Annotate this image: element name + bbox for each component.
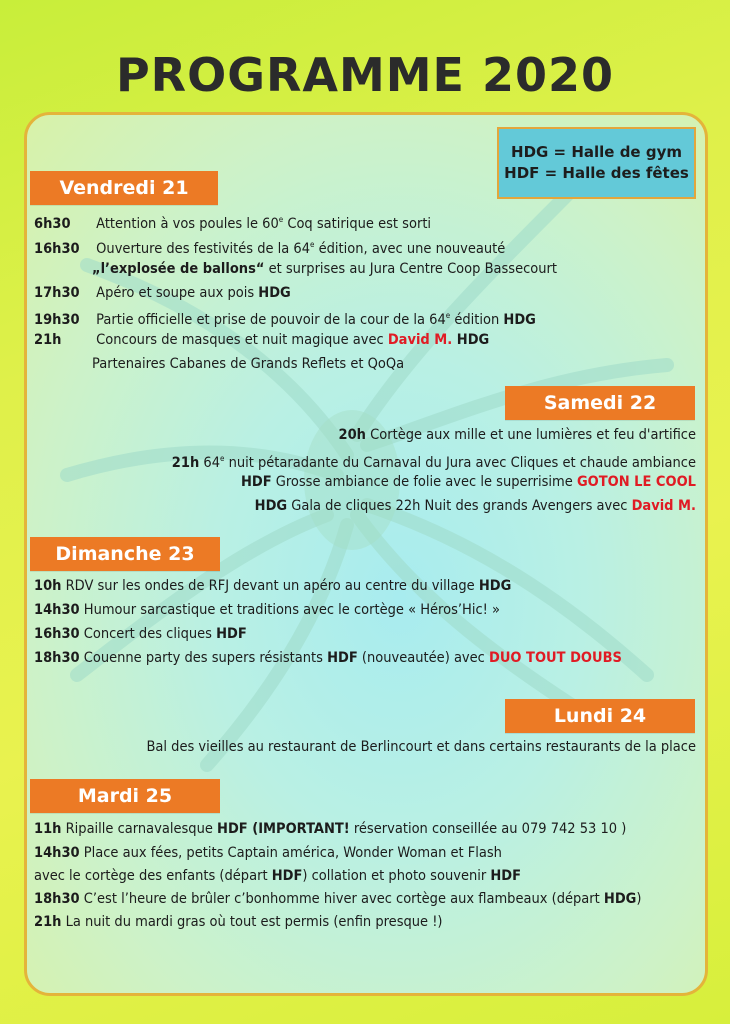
mardi-line-4 <box>34 890 641 908</box>
venue: HDG <box>452 332 490 348</box>
time: 10h <box>34 578 62 594</box>
text: Place aux fées, petits Captain américa, Wonder Woman et Flash <box>79 845 502 861</box>
time: 16h30 <box>34 240 80 257</box>
sup: e <box>310 240 315 249</box>
vendredi-line-5 <box>34 307 536 329</box>
text: ) collation et photo souvenir <box>302 868 491 884</box>
vendredi-line-1 <box>34 211 431 233</box>
legend-hdf: HDF = Halle des fêtes <box>504 164 689 182</box>
vendredi-line-6 <box>34 331 489 349</box>
text: Concours de masques et nuit magique avec <box>96 332 388 348</box>
day-header-samedi: Samedi 22 <box>505 386 695 420</box>
time: 14h30 <box>34 845 80 861</box>
day-header-mardi: Mardi 25 <box>30 779 220 813</box>
samedi-line-2 <box>172 450 696 472</box>
venue: HDF <box>217 821 248 837</box>
text: Apéro et soupe aux pois <box>96 285 259 301</box>
mardi-line-1 <box>34 820 626 838</box>
time: 21h <box>171 454 200 471</box>
time: 17h30 <box>34 285 80 301</box>
artist: DUO TOUT DOUBS <box>489 650 622 666</box>
venue: HDF <box>327 650 358 666</box>
text: RDV sur les ondes de RFJ devant un apéro au centre du village <box>61 578 479 594</box>
time: 18h30 <box>34 891 80 907</box>
page-title: PROGRAMME 2020 <box>115 48 615 102</box>
day-header-lundi: Lundi 24 <box>505 699 695 733</box>
dimanche-line-2 <box>34 601 500 619</box>
venue: HDF <box>216 626 247 642</box>
dimanche-line-4 <box>34 649 622 667</box>
vendredi-line-2 <box>34 236 505 258</box>
day-header-vendredi: Vendredi 21 <box>30 171 218 205</box>
time: 21h <box>34 332 62 348</box>
text: réservation conseillée au 079 742 53 10 ) <box>349 821 627 837</box>
mardi-line-2 <box>34 844 502 862</box>
legend-hdg: HDG = Halle de gym <box>511 143 682 161</box>
venue: HDF <box>271 868 303 884</box>
vendredi-line-4 <box>34 284 291 302</box>
time: 11h <box>34 821 62 837</box>
lundi-line-1: Bal des vieilles au restaurant de Berlincourt et dans certains restaurants de la place <box>146 739 696 755</box>
samedi-line-1 <box>339 426 696 444</box>
samedi-line-4 <box>255 497 696 515</box>
artist: David M. <box>387 332 453 348</box>
venue: HDF <box>240 474 272 490</box>
venue: HDG <box>258 285 291 301</box>
sup: e <box>445 311 451 320</box>
text: Partie officielle et prise de pouvoir de la cour de la 64 <box>96 311 446 328</box>
day-header-dimanche: Dimanche 23 <box>30 537 220 571</box>
text: La nuit du mardi gras où tout est permis (enfin presque !) <box>61 914 443 930</box>
vendredi-line-7: Partenaires Cabanes de Grands Reflets et QoQa <box>92 356 405 372</box>
sup: e <box>278 215 284 224</box>
time: 20h <box>338 427 366 443</box>
artist: David M. <box>631 498 696 514</box>
text: nuit pétaradante du Carnaval du Jura avec Cliques et chaude ambiance <box>224 454 696 471</box>
legend-box <box>497 127 696 199</box>
text: (nouveautée) avec <box>357 650 489 666</box>
text: C’est l’heure de brûler c’bonhomme hiver avec cortège aux flambeaux (départ <box>79 891 604 907</box>
time: 6h30 <box>34 215 71 232</box>
text: Ouverture des festivités de la 64 <box>96 240 311 257</box>
text: Concert des cliques <box>79 626 217 642</box>
highlight: „l’explosée de ballons“ <box>92 261 265 277</box>
venue: HDG <box>603 891 637 907</box>
text: Couenne party des supers résistants <box>79 650 328 666</box>
text: et surprises au Jura Centre Coop Bassecourt <box>264 261 558 277</box>
samedi-line-3 <box>241 473 696 491</box>
vendredi-line-3 <box>92 260 557 278</box>
venue: HDG <box>478 578 512 594</box>
artist: GOTON LE COOL <box>576 474 696 490</box>
text: Coq satirique est sorti <box>283 215 432 232</box>
mardi-line-3 <box>34 867 521 885</box>
venue: HDG <box>503 311 536 328</box>
mardi-line-5 <box>34 913 443 931</box>
highlight: (IMPORTANT! <box>247 821 350 837</box>
text: avec le cortège des enfants (départ <box>34 868 272 884</box>
time: 19h30 <box>34 311 80 328</box>
text: Attention à vos poules le 60 <box>96 215 279 232</box>
text: ) <box>636 891 642 907</box>
time: 18h30 <box>34 650 80 666</box>
text: Cortège aux mille et une lumières et feu d'artifice <box>365 427 696 443</box>
dimanche-line-3 <box>34 625 247 643</box>
text: Ripaille carnavalesque <box>61 821 218 837</box>
text: édition, avec une nouveauté <box>314 240 506 257</box>
time: 14h30 <box>34 602 80 618</box>
venue: HDG <box>254 498 288 514</box>
text: Humour sarcastique et traditions avec le cortège « Héros’Hic! » <box>79 602 500 618</box>
text: Grosse ambiance de folie avec le superrisime <box>271 474 577 490</box>
dimanche-line-1 <box>34 577 511 595</box>
venue: HDF <box>490 868 522 884</box>
sup: e <box>220 454 225 463</box>
time: 21h <box>34 914 62 930</box>
text: édition <box>450 311 504 328</box>
time: 16h30 <box>34 626 80 642</box>
text: Gala de cliques 22h Nuit des grands Avengers avec <box>287 498 632 514</box>
text: 64 <box>199 454 220 471</box>
